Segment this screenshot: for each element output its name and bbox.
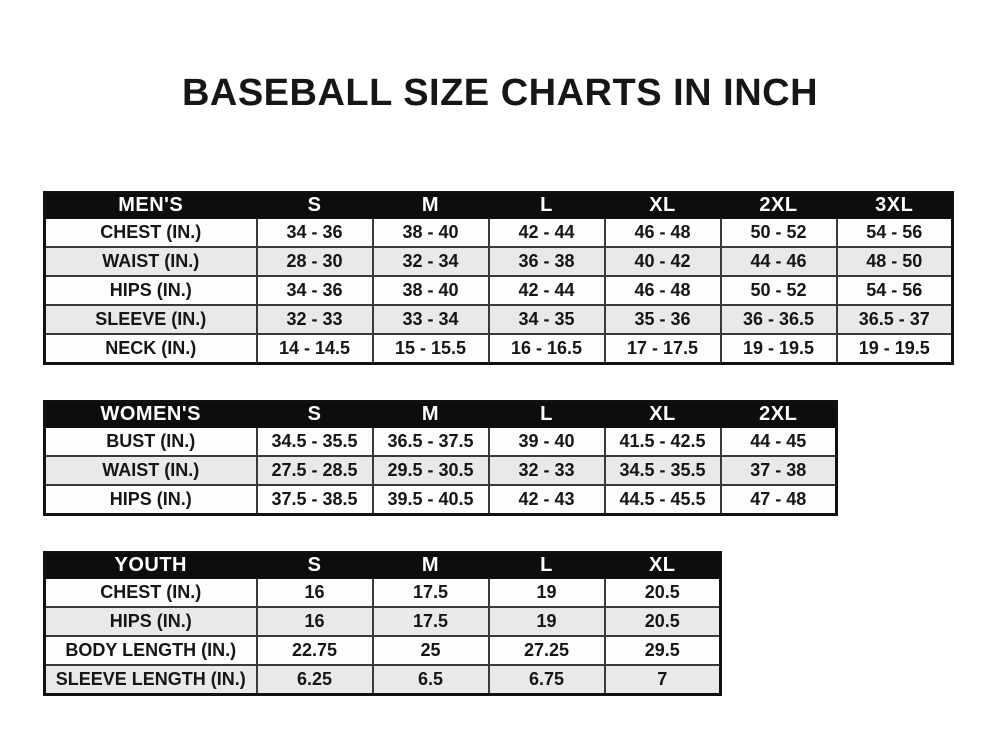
youth-cell-hips-in-l: 19 [489,607,605,636]
youth-rowlabel-hips-in: HIPS (IN.) [45,607,257,636]
mens-cell-sleeve-in-m: 33 - 34 [373,305,489,334]
womens-cell-hips-in-2xl: 47 - 48 [721,485,837,515]
mens-cell-sleeve-in-3xl: 36.5 - 37 [837,305,953,334]
mens-cell-chest-in-s: 34 - 36 [257,218,373,247]
youth-rowlabel-body-length-in: BODY LENGTH (IN.) [45,636,257,665]
womens-cell-waist-in-m: 29.5 - 30.5 [373,456,489,485]
womens-rowlabel-bust-in: BUST (IN.) [45,427,257,456]
youth-row-sleeve-length-in [45,665,721,695]
mens-cell-hips-in-3xl: 54 - 56 [837,276,953,305]
womens-header-women-s: WOMEN'S [45,402,257,428]
mens-cell-waist-in-xl: 40 - 42 [605,247,721,276]
mens-cell-neck-in-m: 15 - 15.5 [373,334,489,364]
mens-cell-neck-in-xl: 17 - 17.5 [605,334,721,364]
mens-cell-sleeve-in-2xl: 36 - 36.5 [721,305,837,334]
youth-cell-body-length-in-xl: 29.5 [605,636,721,665]
page-title: BASEBALL SIZE CHARTS IN INCH [181,72,819,114]
womens-row-waist-in [45,456,837,485]
mens-row-sleeve-in [45,305,953,334]
womens-rowlabel-hips-in: HIPS (IN.) [45,485,257,515]
womens-header-m: M [373,402,489,428]
womens-cell-waist-in-s: 27.5 - 28.5 [257,456,373,485]
mens-header-men-s: MEN'S [45,193,257,219]
mens-header-3xl: 3XL [837,193,953,219]
mens-cell-sleeve-in-l: 34 - 35 [489,305,605,334]
mens-row-waist-in [45,247,953,276]
womens-size-table [43,400,838,516]
womens-header-2xl: 2XL [721,402,837,428]
mens-rowlabel-neck-in: NECK (IN.) [45,334,257,364]
youth-cell-body-length-in-l: 27.25 [489,636,605,665]
mens-cell-neck-in-2xl: 19 - 19.5 [721,334,837,364]
mens-header-s: S [257,193,373,219]
mens-cell-sleeve-in-xl: 35 - 36 [605,305,721,334]
youth-header-xl: XL [605,553,721,579]
mens-cell-hips-in-2xl: 50 - 52 [721,276,837,305]
youth-cell-body-length-in-m: 25 [373,636,489,665]
mens-cell-waist-in-l: 36 - 38 [489,247,605,276]
womens-cell-waist-in-xl: 34.5 - 35.5 [605,456,721,485]
womens-cell-hips-in-l: 42 - 43 [489,485,605,515]
mens-header-row [45,193,953,219]
womens-header-xl: XL [605,402,721,428]
womens-cell-hips-in-m: 39.5 - 40.5 [373,485,489,515]
youth-cell-sleeve-length-in-xl: 7 [605,665,721,695]
mens-cell-waist-in-2xl: 44 - 46 [721,247,837,276]
youth-cell-body-length-in-s: 22.75 [257,636,373,665]
mens-header-m: M [373,193,489,219]
mens-rowlabel-chest-in: CHEST (IN.) [45,218,257,247]
youth-header-m: M [373,553,489,579]
youth-size-table [43,551,722,696]
mens-row-hips-in [45,276,953,305]
mens-header-l: L [489,193,605,219]
youth-cell-chest-in-s: 16 [257,578,373,607]
womens-cell-bust-in-2xl: 44 - 45 [721,427,837,456]
youth-header-l: L [489,553,605,579]
womens-cell-waist-in-2xl: 37 - 38 [721,456,837,485]
youth-cell-chest-in-xl: 20.5 [605,578,721,607]
mens-cell-neck-in-s: 14 - 14.5 [257,334,373,364]
womens-row-hips-in [45,485,837,515]
mens-cell-hips-in-m: 38 - 40 [373,276,489,305]
youth-row-hips-in [45,607,721,636]
youth-cell-chest-in-l: 19 [489,578,605,607]
mens-cell-neck-in-l: 16 - 16.5 [489,334,605,364]
womens-cell-bust-in-xl: 41.5 - 42.5 [605,427,721,456]
mens-header-xl: XL [605,193,721,219]
womens-cell-bust-in-m: 36.5 - 37.5 [373,427,489,456]
mens-cell-waist-in-3xl: 48 - 50 [837,247,953,276]
youth-cell-sleeve-length-in-l: 6.75 [489,665,605,695]
womens-row-bust-in [45,427,837,456]
womens-header-row [45,402,837,428]
mens-cell-chest-in-2xl: 50 - 52 [721,218,837,247]
mens-cell-hips-in-s: 34 - 36 [257,276,373,305]
youth-cell-sleeve-length-in-s: 6.25 [257,665,373,695]
youth-header-row [45,553,721,579]
womens-cell-waist-in-l: 32 - 33 [489,456,605,485]
mens-cell-neck-in-3xl: 19 - 19.5 [837,334,953,364]
youth-cell-hips-in-s: 16 [257,607,373,636]
youth-cell-sleeve-length-in-m: 6.5 [373,665,489,695]
mens-cell-waist-in-s: 28 - 30 [257,247,373,276]
youth-rowlabel-chest-in: CHEST (IN.) [45,578,257,607]
youth-cell-chest-in-m: 17.5 [373,578,489,607]
mens-size-table [43,191,954,365]
youth-row-chest-in [45,578,721,607]
womens-header-l: L [489,402,605,428]
mens-cell-chest-in-m: 38 - 40 [373,218,489,247]
youth-cell-hips-in-xl: 20.5 [605,607,721,636]
womens-cell-hips-in-xl: 44.5 - 45.5 [605,485,721,515]
mens-rowlabel-waist-in: WAIST (IN.) [45,247,257,276]
womens-cell-hips-in-s: 37.5 - 38.5 [257,485,373,515]
womens-size-table-container [43,400,838,516]
mens-cell-hips-in-l: 42 - 44 [489,276,605,305]
mens-cell-hips-in-xl: 46 - 48 [605,276,721,305]
mens-row-chest-in [45,218,953,247]
womens-rowlabel-waist-in: WAIST (IN.) [45,456,257,485]
mens-rowlabel-hips-in: HIPS (IN.) [45,276,257,305]
mens-cell-chest-in-3xl: 54 - 56 [837,218,953,247]
mens-cell-waist-in-m: 32 - 34 [373,247,489,276]
mens-header-2xl: 2XL [721,193,837,219]
womens-cell-bust-in-l: 39 - 40 [489,427,605,456]
mens-cell-chest-in-xl: 46 - 48 [605,218,721,247]
mens-size-table-container [43,191,954,365]
youth-header-s: S [257,553,373,579]
womens-header-s: S [257,402,373,428]
mens-cell-sleeve-in-s: 32 - 33 [257,305,373,334]
mens-cell-chest-in-l: 42 - 44 [489,218,605,247]
mens-rowlabel-sleeve-in: SLEEVE (IN.) [45,305,257,334]
youth-rowlabel-sleeve-length-in: SLEEVE LENGTH (IN.) [45,665,257,695]
mens-row-neck-in [45,334,953,364]
youth-row-body-length-in [45,636,721,665]
youth-size-table-container [43,551,722,696]
womens-cell-bust-in-s: 34.5 - 35.5 [257,427,373,456]
youth-cell-hips-in-m: 17.5 [373,607,489,636]
youth-header-youth: YOUTH [45,553,257,579]
